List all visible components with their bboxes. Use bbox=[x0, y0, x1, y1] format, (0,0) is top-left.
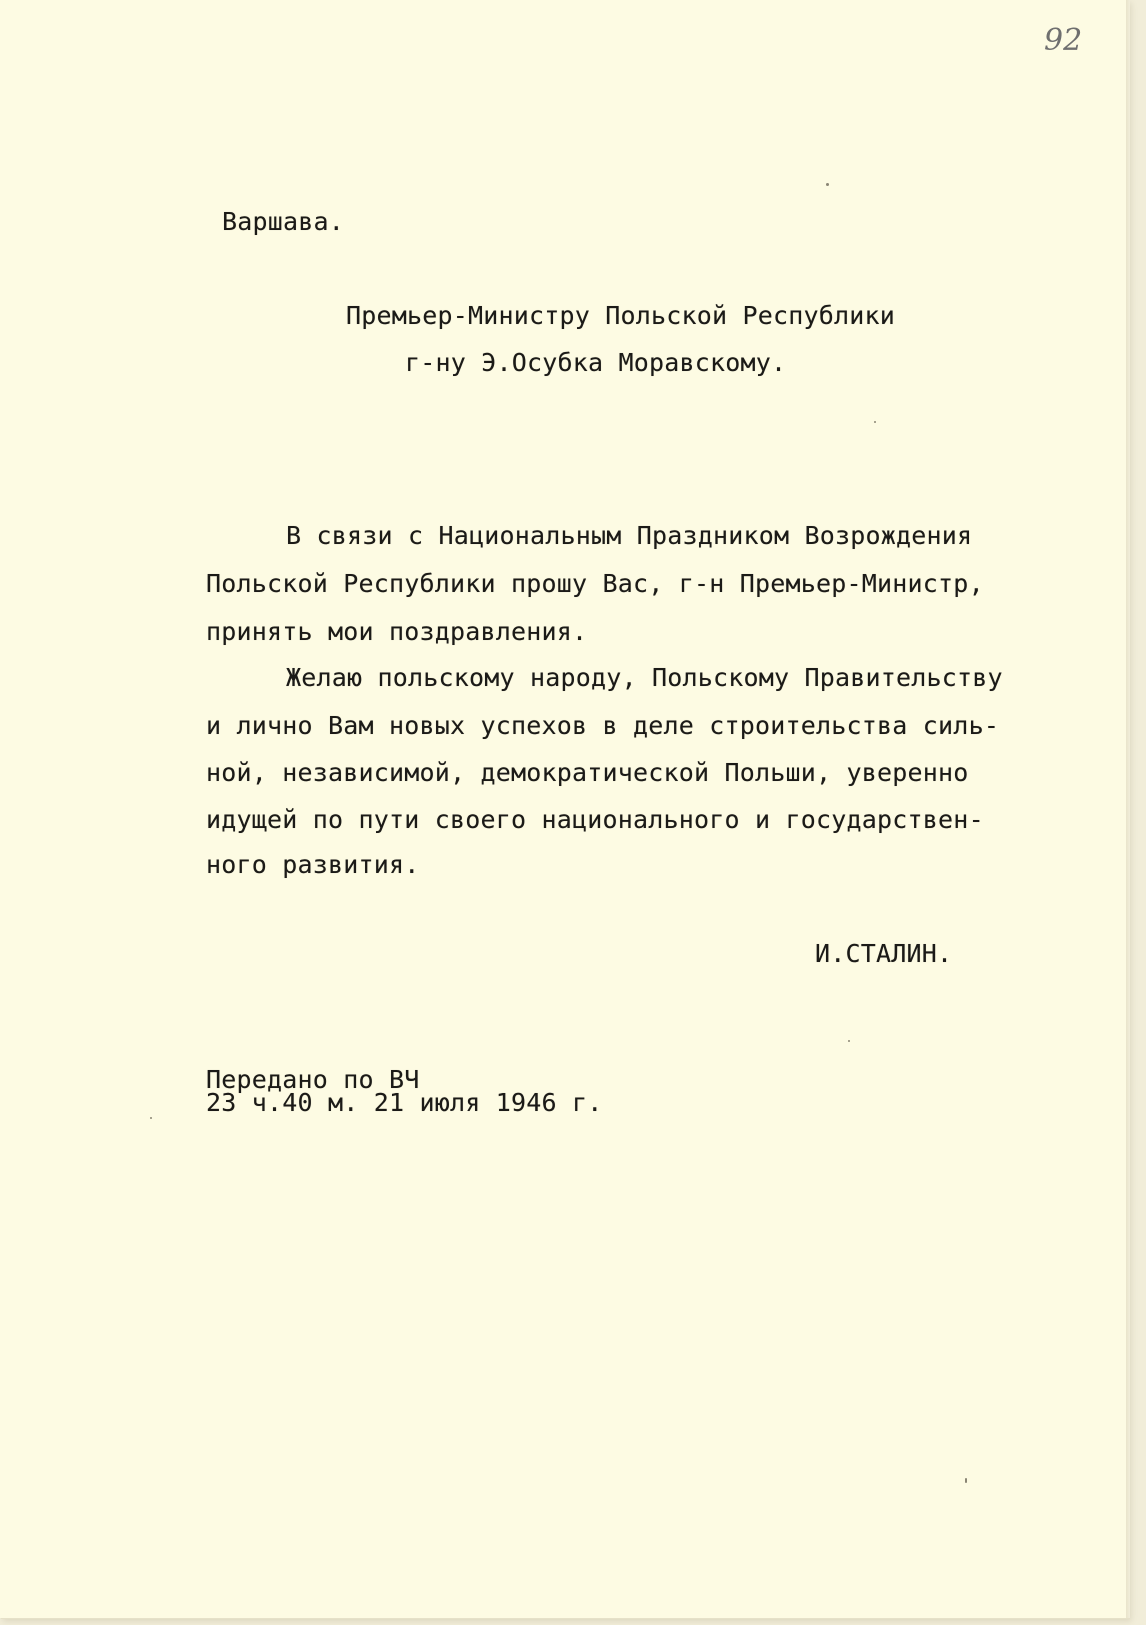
body-line: идущей по пути своего национального и государствен- bbox=[206, 805, 984, 834]
folio-number: 92 bbox=[1044, 23, 1083, 58]
body-line: Польской Республики прошу Вас, г-н Премьер-Министр, bbox=[206, 569, 984, 598]
transmission-time: 23 ч.40 м. 21 июля 1946 г. bbox=[206, 1088, 603, 1117]
transmission-note: Передано по ВЧ bbox=[206, 1065, 420, 1094]
body-line: Желаю польскому народу, Польскому Правительству bbox=[286, 663, 1003, 692]
place-line: Варшава. bbox=[222, 207, 345, 236]
addressee-name: г-ну Э.Осубка Моравскому. bbox=[405, 348, 787, 377]
paper-speck bbox=[848, 1040, 850, 1042]
signature: И.СТАЛИН. bbox=[815, 939, 953, 968]
body-line: ной, независимой, демократической Польши, уверенно bbox=[206, 758, 969, 787]
body-line: принять мои поздравления. bbox=[206, 617, 588, 646]
paper-edge bbox=[1126, 0, 1130, 1618]
body-line: и лично Вам новых успехов в деле строительства силь- bbox=[206, 711, 1000, 740]
paper-speck bbox=[826, 183, 829, 186]
paper-speck bbox=[965, 1478, 967, 1483]
paper-speck bbox=[150, 1117, 152, 1119]
addressee-title: Премьер-Министру Польской Республики bbox=[346, 301, 896, 330]
paper-speck bbox=[874, 421, 876, 423]
body-line: ного развития. bbox=[206, 850, 420, 879]
body-line: В связи с Национальным Праздником Возрождения bbox=[286, 521, 973, 550]
